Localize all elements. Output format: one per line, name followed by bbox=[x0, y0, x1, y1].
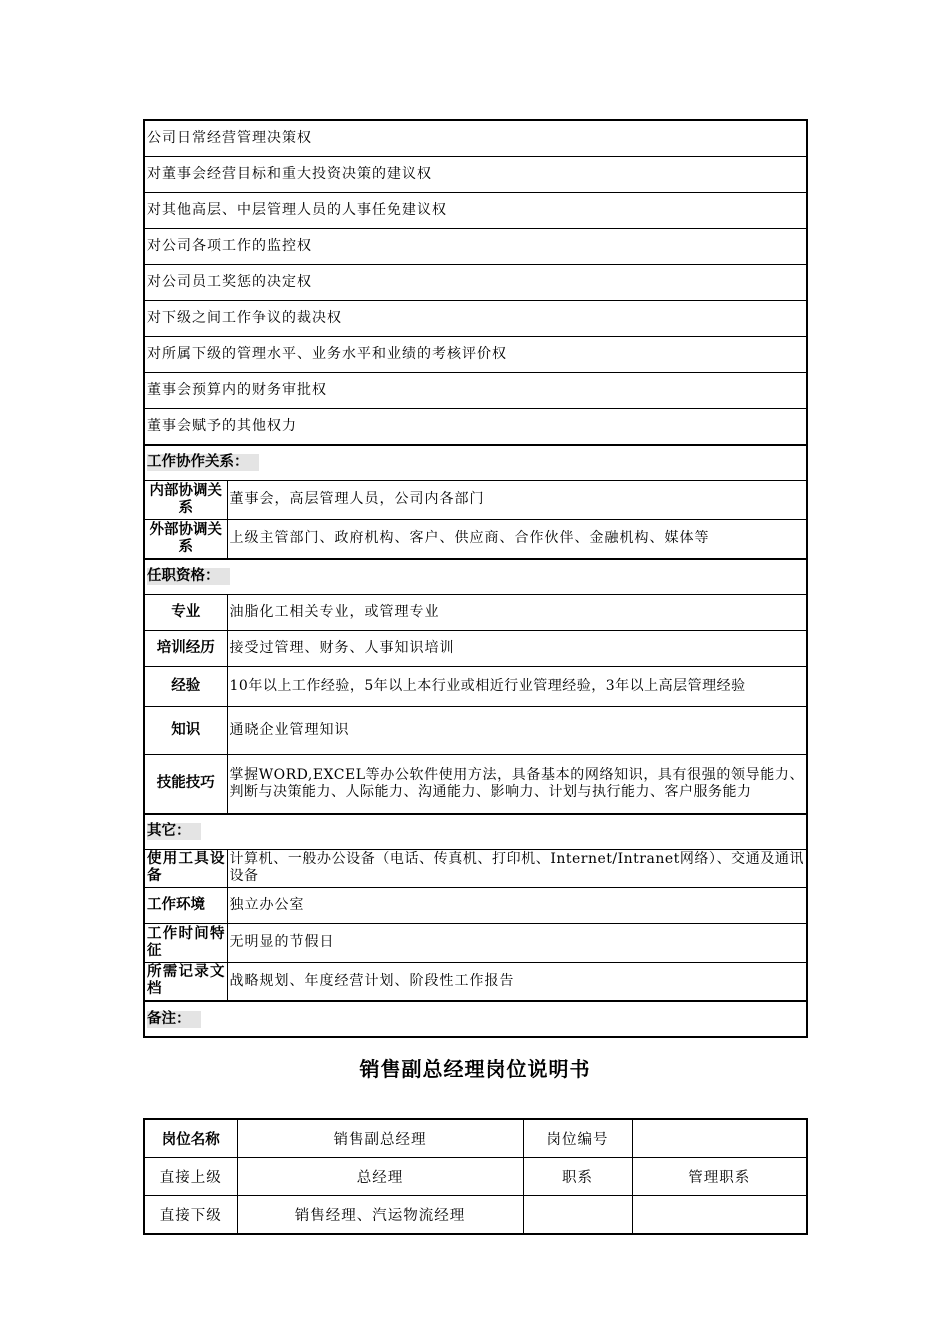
external-coordination-value: 上级主管部门、政府机构、客户、供应商、合作伙伴、金融机构、媒体等 bbox=[227, 519, 807, 559]
position-code-value bbox=[632, 1119, 807, 1158]
authority-item: 对公司员工奖惩的决定权 bbox=[144, 264, 807, 300]
section-heading-text: 任职资格： bbox=[147, 568, 230, 585]
job-family-value: 管理职系 bbox=[632, 1158, 807, 1196]
internal-coordination-value: 董事会，高层管理人员，公司内各部门 bbox=[227, 480, 807, 519]
position-name-value: 销售副总经理 bbox=[237, 1119, 523, 1158]
section-heading-text: 备注： bbox=[147, 1011, 201, 1028]
authority-item: 董事会赋予的其他权力 bbox=[144, 408, 807, 445]
training-value: 接受过管理、财务、人事知识培训 bbox=[227, 630, 807, 666]
internal-coordination-label: 内部协调关系 bbox=[144, 480, 227, 519]
experience-value: 10年以上工作经验，5年以上本行业或相近行业管理经验，3年以上高层管理经验 bbox=[227, 666, 807, 706]
section-heading-qualification bbox=[144, 559, 807, 594]
skills-label: 技能技巧 bbox=[144, 754, 227, 814]
empty-cell bbox=[632, 1196, 807, 1235]
environment-value: 独立办公室 bbox=[227, 887, 807, 923]
job-description-table bbox=[143, 119, 808, 1038]
section-heading-remarks bbox=[144, 1001, 807, 1037]
environment-label: 工作环境 bbox=[144, 887, 227, 923]
direct-superior-label: 直接上级 bbox=[144, 1158, 237, 1196]
skills-value: 掌握WORD,EXCEL等办公软件使用方法，具备基本的网络知识，具有很强的领导能力、判断与决策能力、人际能力、沟通能力、影响力、计划与执行能力、客户服务能力 bbox=[227, 754, 807, 814]
authority-item: 公司日常经营管理决策权 bbox=[144, 120, 807, 156]
job-family-label: 职系 bbox=[523, 1158, 632, 1196]
authority-item: 对所属下级的管理水平、业务水平和业绩的考核评价权 bbox=[144, 336, 807, 372]
tools-label: 使用工具设备 bbox=[144, 849, 227, 887]
position-name-label: 岗位名称 bbox=[144, 1119, 237, 1158]
authority-item: 对董事会经营目标和重大投资决策的建议权 bbox=[144, 156, 807, 192]
section-heading-other bbox=[144, 814, 807, 849]
required-docs-label: 所需记录文档 bbox=[144, 962, 227, 1001]
authority-item: 董事会预算内的财务审批权 bbox=[144, 372, 807, 408]
authority-item: 对公司各项工作的监控权 bbox=[144, 228, 807, 264]
empty-cell bbox=[523, 1196, 632, 1235]
section-heading-text: 其它： bbox=[147, 823, 201, 840]
knowledge-value: 通晓企业管理知识 bbox=[227, 706, 807, 754]
tools-value: 计算机、一般办公设备（电话、传真机、打印机、Internet/Intranet网络）、交通及通讯设备 bbox=[227, 849, 807, 887]
section-heading-text: 工作协作关系： bbox=[147, 454, 259, 471]
training-label: 培训经历 bbox=[144, 630, 227, 666]
direct-subordinate-value: 销售经理、汽运物流经理 bbox=[237, 1196, 523, 1235]
external-coordination-label: 外部协调关系 bbox=[144, 519, 227, 559]
major-value: 油脂化工相关专业，或管理专业 bbox=[227, 594, 807, 630]
major-label: 专业 bbox=[144, 594, 227, 630]
work-time-value: 无明显的节假日 bbox=[227, 923, 807, 962]
work-time-label: 工作时间特征 bbox=[144, 923, 227, 962]
experience-label: 经验 bbox=[144, 666, 227, 706]
direct-subordinate-label: 直接下级 bbox=[144, 1196, 237, 1235]
section-heading-cooperation bbox=[144, 445, 807, 480]
direct-superior-value: 总经理 bbox=[237, 1158, 523, 1196]
knowledge-label: 知识 bbox=[144, 706, 227, 754]
position-code-label: 岗位编号 bbox=[523, 1119, 632, 1158]
required-docs-value: 战略规划、年度经营计划、阶段性工作报告 bbox=[227, 962, 807, 1001]
page-title: 销售副总经理岗位说明书 bbox=[359, 1057, 591, 1081]
authority-item: 对下级之间工作争议的裁决权 bbox=[144, 300, 807, 336]
position-info-table bbox=[143, 1118, 808, 1235]
authority-item: 对其他高层、中层管理人员的人事任免建议权 bbox=[144, 192, 807, 228]
